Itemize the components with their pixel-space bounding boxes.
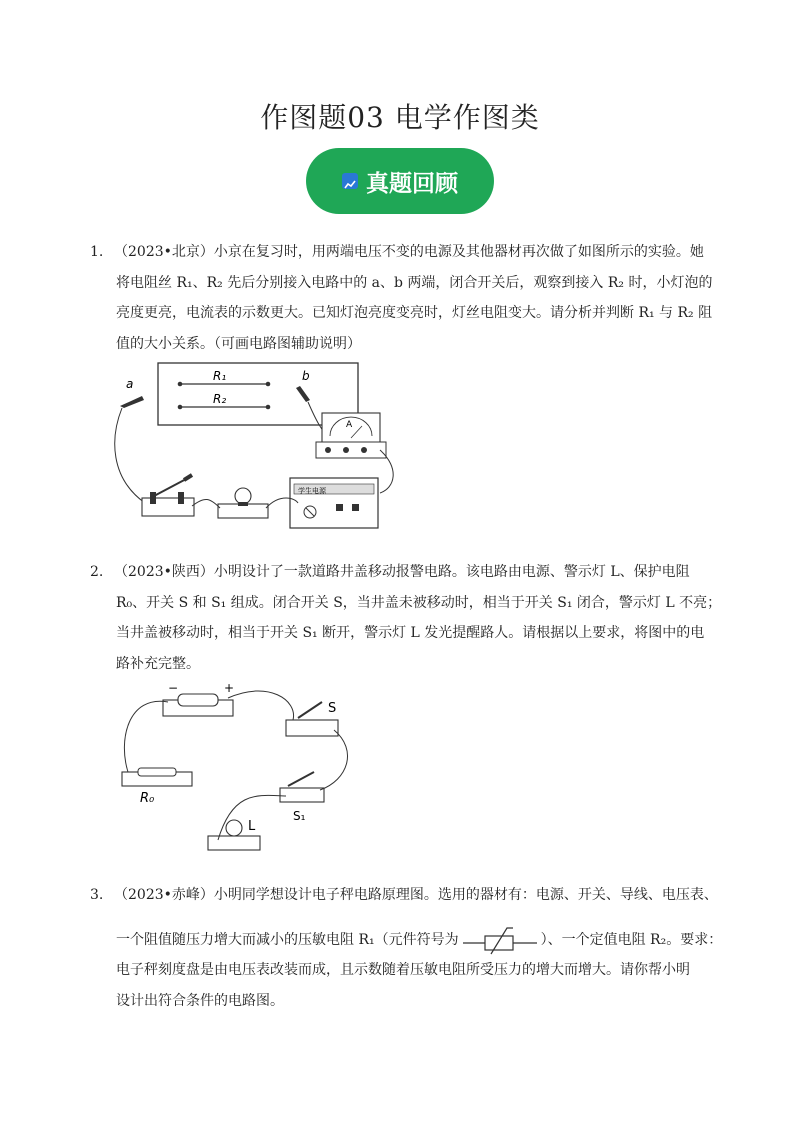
question-1 xyxy=(90,237,730,359)
supply-label: 学生电源 xyxy=(298,487,326,495)
question-text: 电子秤刻度盘是由电压表改装而成，且示数随着压敏电阻所受压力的增大而增大。请你帮小明 xyxy=(116,962,690,978)
label-r2: R₂ xyxy=(213,392,227,406)
badge-label: 真题回顾 xyxy=(366,170,458,197)
question-text: 路补充完整。 xyxy=(116,655,200,672)
label-b: b xyxy=(302,369,310,383)
question-3 xyxy=(90,880,730,1016)
question-text: 设计出符合条件的电路图。 xyxy=(116,992,284,1009)
battery-plus: + xyxy=(224,681,235,695)
question-text: （2023•赤峰）小明同学想设计电子秤电路原理图。选用的器材有：电源、开关、导线、电压表、 xyxy=(114,887,718,903)
label-s: S xyxy=(328,701,337,716)
chart-icon xyxy=(342,173,358,189)
question-number: 2. xyxy=(90,564,104,580)
label-r0: R₀ xyxy=(140,791,155,806)
question-text: 一个阻值随压力增大而减小的压敏电阻 R₁（元件符号为 xyxy=(116,931,459,948)
figure-circuit-1 xyxy=(110,358,400,530)
section-badge xyxy=(306,148,494,214)
label-a: a xyxy=(126,377,134,391)
question-number: 1. xyxy=(90,244,104,260)
question-text: 将电阻丝 R₁、R₂ 先后分别接入电路中的 a、b 两端，闭合开关后，观察到接入 R₂ 时，小灯泡的 xyxy=(116,274,713,291)
question-text: 亮度更亮，电流表的示数更大。已知灯泡亮度变亮时，灯丝电阻变大。请分析并判断 R₁ 与 R₂ 阻 xyxy=(116,305,713,321)
ammeter-label: A xyxy=(346,420,353,430)
page-title: 作图题03 电学作图类 xyxy=(260,101,540,134)
label-l: L xyxy=(248,819,256,834)
question-text: ）、一个定值电阻 R₂。要求： xyxy=(540,931,723,948)
question-text: （2023•北京）小京在复习时，用两端电压不变的电源及其他器材再次做了如图所示的实验。她 xyxy=(114,244,704,260)
varistor-symbol xyxy=(463,925,537,955)
battery-minus: − xyxy=(168,681,179,695)
figure-circuit-2 xyxy=(108,680,368,860)
label-r1: R₁ xyxy=(213,369,227,383)
question-text: 值的大小关系。（可画电路图辅助说明） xyxy=(116,335,361,352)
question-text: 当井盖被移动时，相当于开关 S₁ 断开，警示灯 L 发光提醒路人。请根据以上要求，将图中的电 xyxy=(116,625,705,641)
label-s1: S₁ xyxy=(293,809,306,823)
question-2 xyxy=(90,557,730,679)
question-number: 3. xyxy=(90,887,104,903)
question-text: （2023•陕西）小明设计了一款道路井盖移动报警电路。该电路由电源、警示灯 L、保护电阻 xyxy=(114,564,690,580)
question-text: R₀、开关 S 和 S₁ 组成。闭合开关 S，当井盖未被移动时，相当于开关 S₁ 闭合，警示灯 L 不亮； xyxy=(116,594,722,611)
